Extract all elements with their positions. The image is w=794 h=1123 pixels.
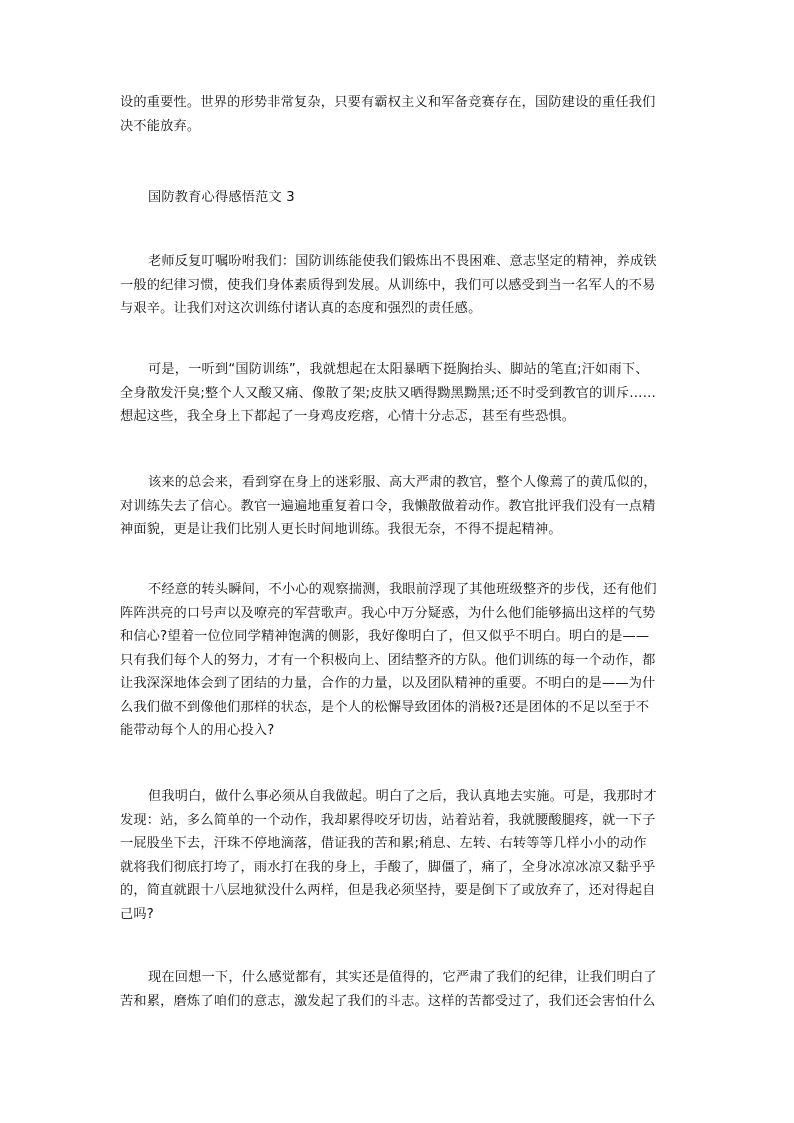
paragraph	[120, 358, 710, 429]
text-line: 该来的总会来，看到穿在身上的迷彩服、高大严肃的教官，整个人像蔫了的黄瓜似的，	[148, 475, 657, 490]
text-line: 一般的纪律习惯，使我们身体素质得到发展。从训练中，我们可以感受到当一名军人的不易	[120, 277, 656, 293]
paragraph	[120, 250, 710, 321]
text-line: 和信心?望着一位位同学精神饱满的侧影，我好像明白了，但又似乎不明白。明白的是——	[120, 629, 650, 644]
text-line: 阵阵洪亮的口号声以及嘹亮的军营歌声。我心中万分疑惑，为什么他们能够搞出这样的气势	[120, 605, 656, 621]
text-line: 与艰辛。让我们对这次训练付诸认真的态度和强烈的责任感。	[120, 301, 482, 316]
text-line: 决不能放弃。	[120, 118, 201, 134]
text-line: 设的重要性。世界的形势非常复杂，只要有霸权主义和军备竞赛存在，国防建设的重任我们	[120, 95, 656, 110]
text-line: 的，简直就跟十八层地狱没什么两样，但是我必须坚持，要是倒下了或放弃了，还对得起自	[120, 883, 656, 898]
text-line: 就将我们彻底打垮了，雨水打在我的身上，手酸了，脚僵了，痛了，全身冰凉冰凉又黏乎乎	[120, 859, 656, 875]
paragraph	[120, 966, 710, 1013]
text-line: 只有我们每个人的努力，才有一个积极向上、团结整齐的方队。他们训练的每一个动作，都	[120, 652, 656, 668]
text-line: 苦和累，磨炼了咱们的意志，激发起了我们的斗志。这样的苦都受过了，我们还会害怕什么	[120, 993, 656, 1009]
text-line: 可是，一听到“国防训练”，我就想起在太阳暴晒下挺胸抬头、脚站的笔直;汗如雨下、	[148, 362, 649, 377]
text-line: 发现：站，多么简单的一个动作，我却累得咬牙切齿，站着站着，我就腰酸腿疼，就一下子	[120, 812, 656, 828]
text-line: 一屁股坐下去，汗珠不停地滴落，借证我的苦和累;稍息、左转、右转等等几样小小的动作	[120, 836, 647, 851]
text-line: 不经意的转头瞬间，不小心的观察揣测，我眼前浮现了其他班级整齐的步伐，还有他们	[148, 582, 657, 597]
text-line: 己吗?	[120, 906, 154, 922]
text-line: 但我明白，做什么事必须从自我做起。明白了之后，我认真地去实施。可是，我那时才	[148, 789, 657, 804]
text-line: 想起这些，我全身上下都起了一身鸡皮疙瘩，心情十分忐忑，甚至有些恐惧。	[120, 409, 576, 424]
paragraph	[120, 471, 710, 542]
text-line: 让我深深地体会到了团结的力量，合作的力量，以及团队精神的重要。不明白的是——为什	[120, 676, 656, 691]
paragraph	[120, 578, 710, 743]
text-line: 么我们做不到像他们那样的状态，是个人的松懈导致团体的消极?还是团体的不足以至于不	[120, 699, 650, 715]
text-line: 老师反复叮嘱吩咐我们：国防训练能使我们锻炼出不畏困难、意志坚定的精神，养成铁	[148, 254, 657, 269]
section-heading	[120, 186, 710, 210]
paragraph	[120, 785, 710, 926]
text-line: 全身散发汗臭;整个人又酸又痛、像散了架;皮肤又晒得黝黑黝黑;还不时受到教官的训斥……	[120, 385, 657, 401]
text-line: 对训练失去了信心。教官一遍遍地重复着口令，我懒散做着动作。教官批评我们没有一点精	[120, 498, 656, 514]
text-line: 神面貌，更是让我们比别人更长时间地训练。我很无奈，不得不提起精神。	[120, 522, 562, 537]
text-line: 现在回想一下，什么感觉都有，其实还是值得的，它严肃了我们的纪律，让我们明白了	[148, 970, 657, 985]
text-line: 能带动每个人的用心投入?	[120, 723, 275, 738]
paragraph-continuation	[120, 91, 682, 138]
heading-text: 国防教育心得感悟范文 3	[148, 190, 295, 205]
